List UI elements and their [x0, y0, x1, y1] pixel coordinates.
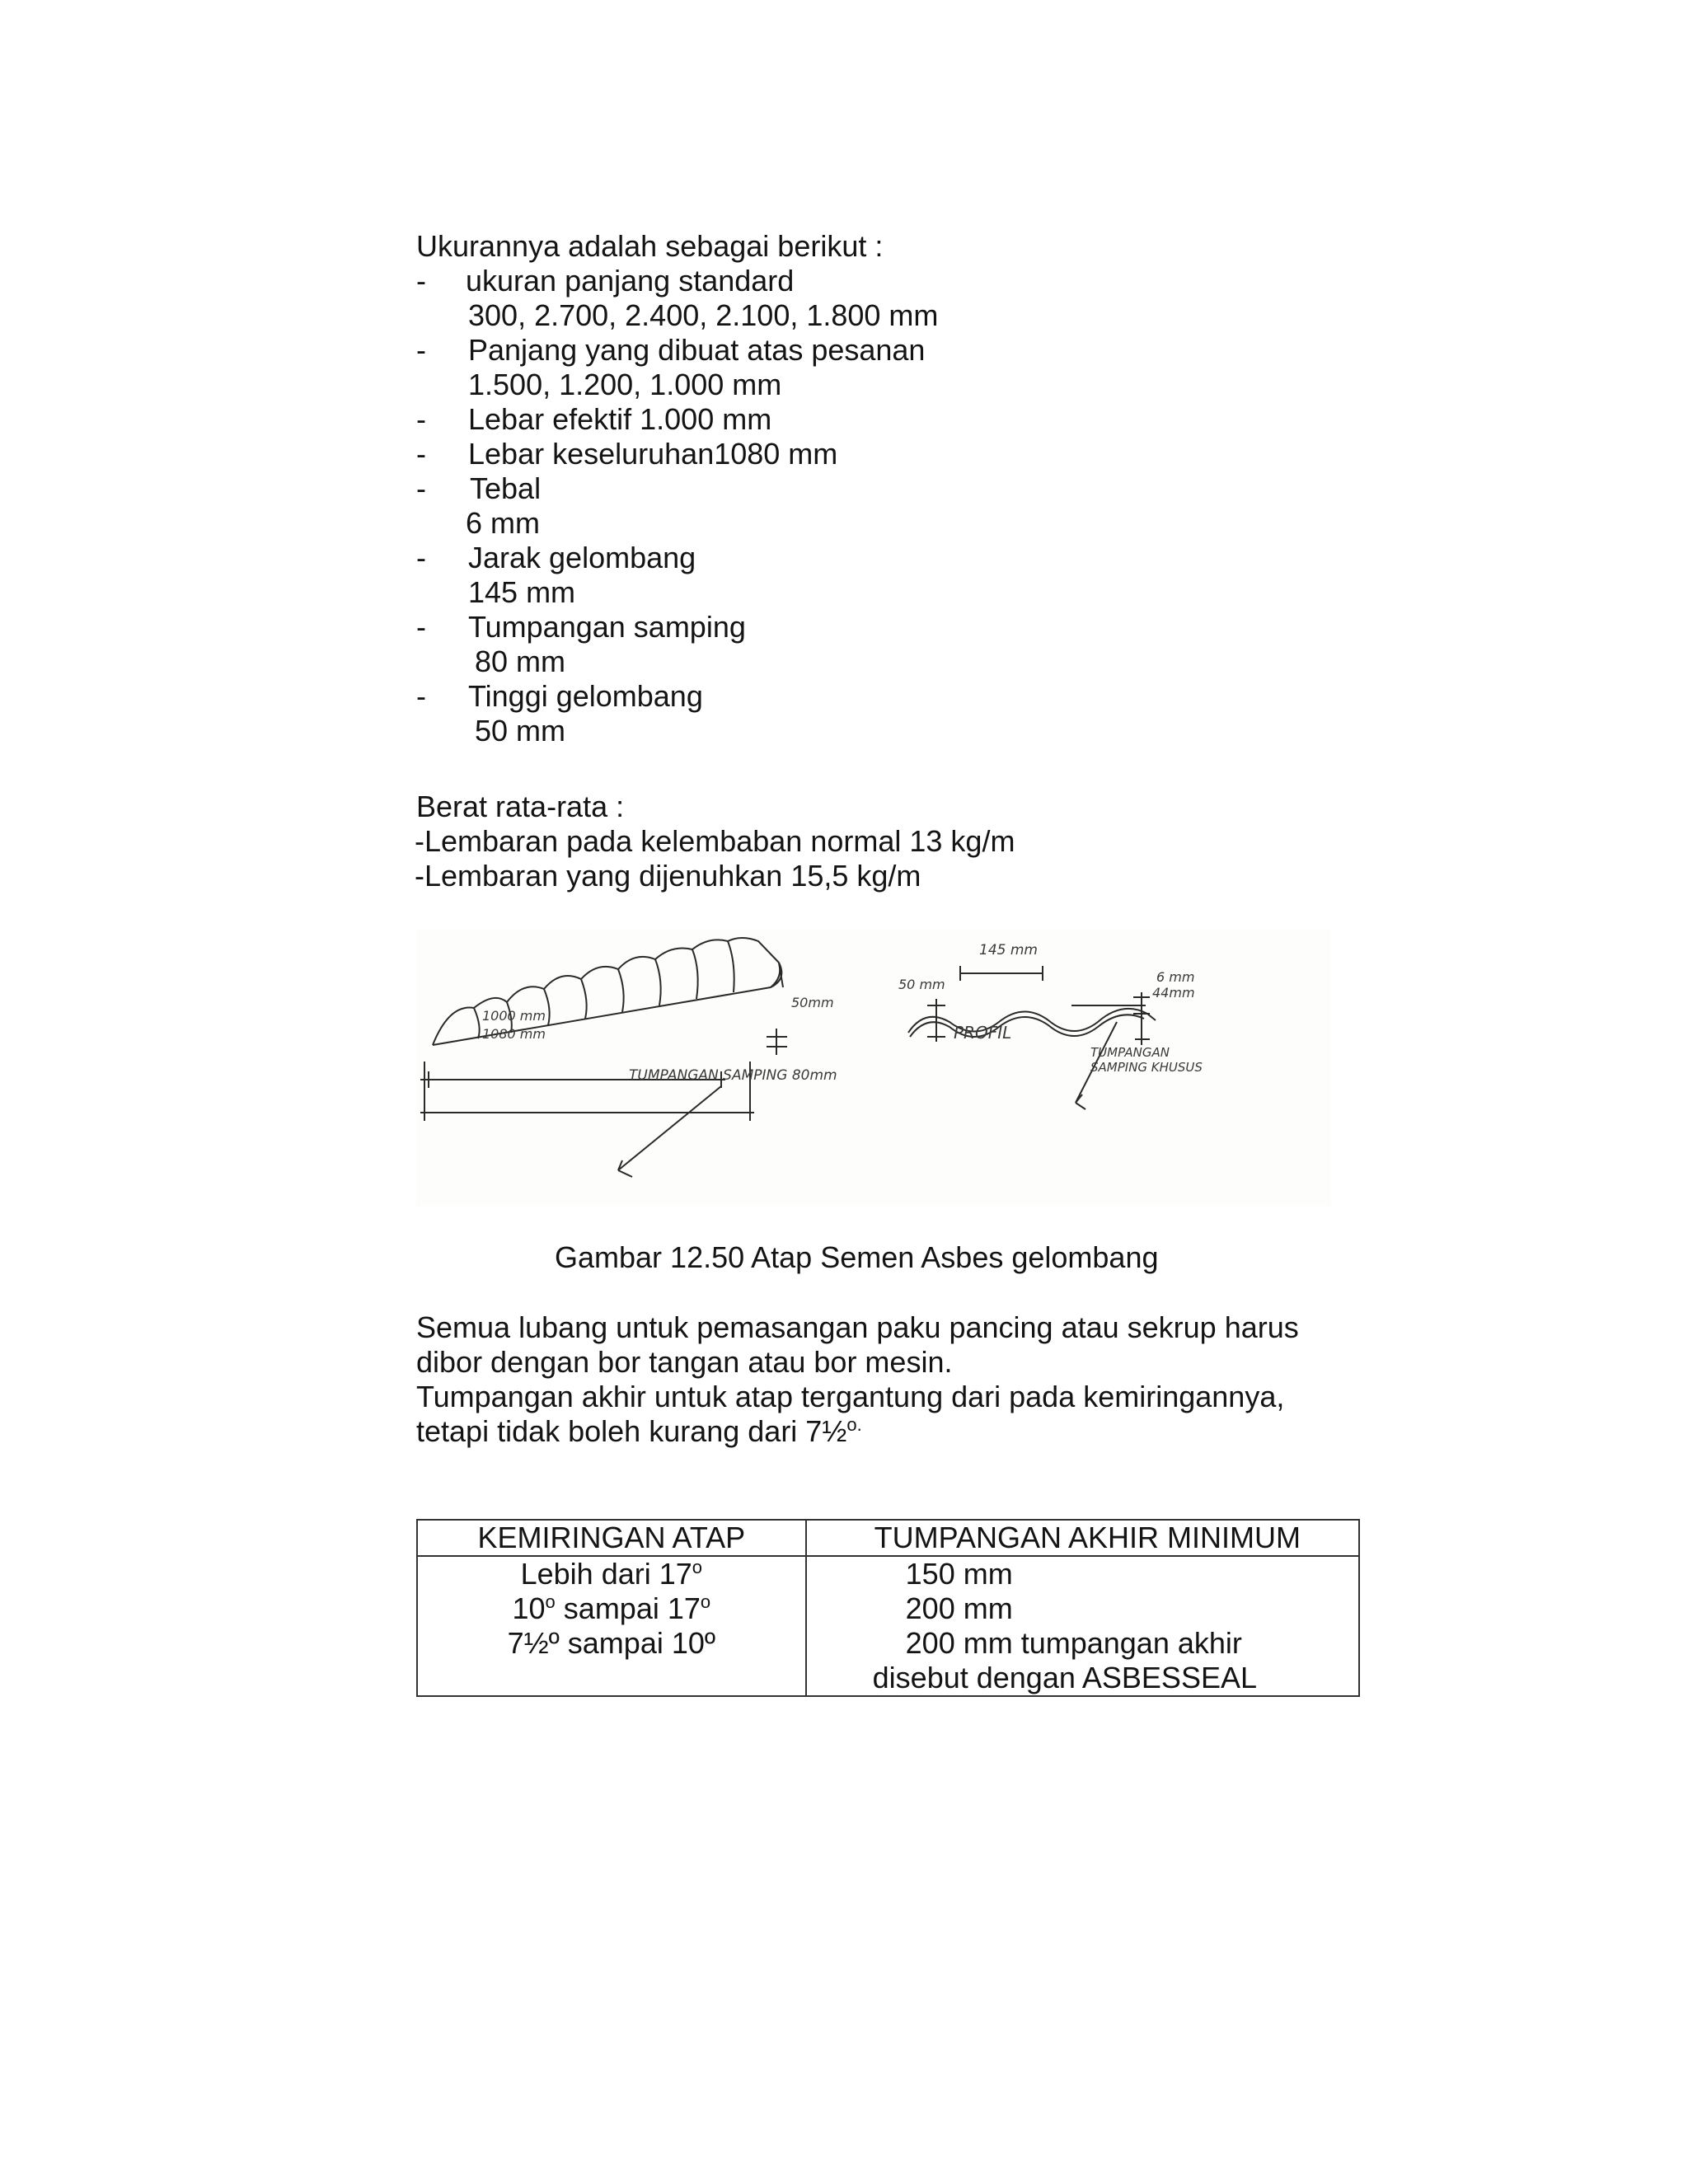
spec-label: Jarak gelombang [468, 541, 696, 574]
bullet: - [416, 679, 426, 713]
spec-value: 145 mm [468, 575, 576, 609]
spec-value: 50 mm [475, 714, 566, 748]
spec-label: Lebar keseluruhan1080 mm [468, 437, 838, 471]
bullet: - [416, 402, 426, 436]
label-effective-width: 1000 mm [482, 1008, 546, 1024]
table-row [417, 1556, 1359, 1696]
spec-value: 80 mm [475, 644, 566, 678]
spec-value: 1.500, 1.200, 1.000 mm [468, 368, 782, 401]
weight-title: Berat rata-rata : [416, 790, 625, 823]
bullet: - [416, 437, 426, 471]
paragraph-line: Tumpangan akhir untuk atap tergantung dari pada kemiringannya, [416, 1380, 1285, 1413]
bullet: - [416, 471, 426, 505]
roof-sheet-figure [416, 930, 1331, 1206]
table-header: KEMIRINGAN ATAP [417, 1520, 806, 1556]
weight-item: -Lembaran yang dijenuhkan 15,5 kg/m [415, 859, 921, 893]
label-height-a: 50 mm [898, 977, 945, 992]
label-pitch: 145 mm [979, 942, 1038, 958]
intro-text: Ukurannya adalah sebagai berikut : [416, 229, 884, 263]
label-overlap-side: TUMPANGAN SAMPING 80mm [629, 1067, 837, 1084]
label-height-b: 50mm [791, 995, 834, 1010]
label-overlap-special-1: TUMPANGAN [1090, 1045, 1170, 1060]
table-cell-slope: Lebih dari 17$^o$ 10$^o$ sampai 17$^o$ 7½º sampai 10º [417, 1556, 806, 1696]
paragraph-line: Semua lubang untuk pemasangan paku pancing atau sekrup harus [416, 1310, 1299, 1344]
label-thickness: 6 mm [1156, 969, 1195, 985]
bullet: - [416, 333, 426, 367]
spec-label: Tumpangan samping [468, 610, 746, 644]
bullet: - [416, 610, 426, 644]
paragraph-line: dibor dengan bor tangan atau bor mesin. [416, 1345, 953, 1379]
spec-label: Tebal [470, 471, 542, 505]
paragraph-line: tetapi tidak boleh kurang dari 7½$^{o.}$ [416, 1414, 862, 1448]
spec-label: ukuran panjang standard [466, 264, 795, 298]
label-total-width: 1080 mm [482, 1026, 546, 1042]
bullet: - [416, 541, 426, 574]
label-depth: 44mm [1152, 985, 1195, 1001]
spec-value: 6 mm [466, 506, 540, 540]
table-cell-overlap: 150 mm 200 mm 200 mm tumpangan akhir disebut dengan ASBESSEAL [806, 1556, 1359, 1696]
weight-item: -Lembaran pada kelembaban normal 13 kg/m [415, 824, 1015, 858]
spec-value: 300, 2.700, 2.400, 2.100, 1.800 mm [468, 298, 939, 332]
figure-caption: Gambar 12.50 Atap Semen Asbes gelombang [555, 1240, 1159, 1274]
spec-label: Lebar efektif 1.000 mm [468, 402, 772, 436]
label-profil: PROFIL [954, 1023, 1012, 1043]
spec-label: Panjang yang dibuat atas pesanan [468, 333, 926, 367]
spec-label: Tinggi gelombang [468, 679, 703, 713]
label-overlap-special-2: SAMPING KHUSUS [1090, 1060, 1203, 1075]
table-header-row [417, 1520, 1359, 1556]
bullet: - [416, 264, 426, 298]
table-header: TUMPANGAN AKHIR MINIMUM [806, 1520, 1359, 1556]
overlap-table [416, 1519, 1360, 1697]
